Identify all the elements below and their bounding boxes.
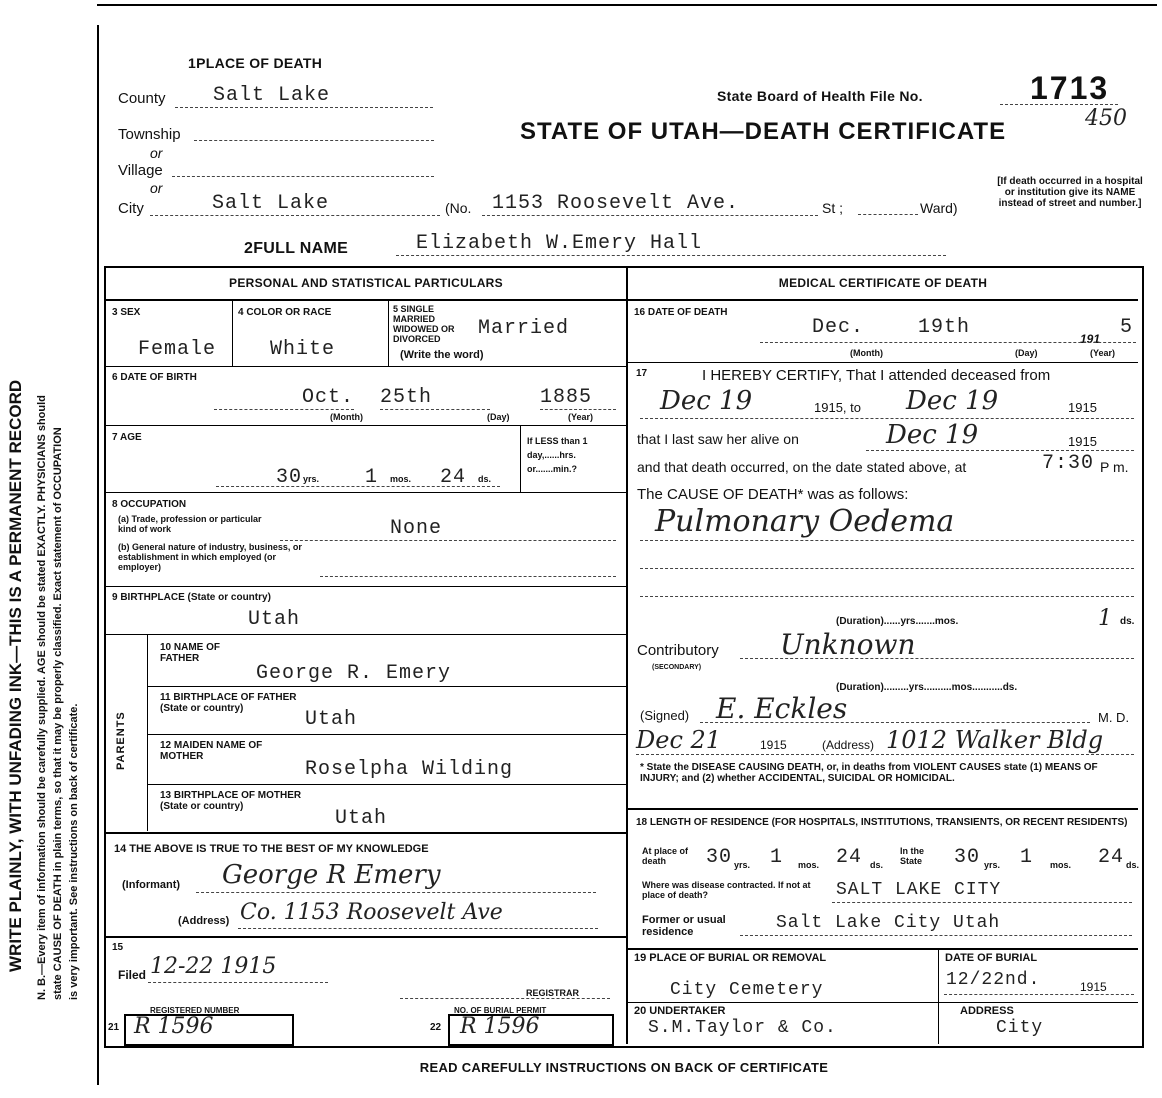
marital-label: 5 SINGLE MARRIED WIDOWED OR DIVORCED	[393, 304, 455, 344]
res-mos-label: mos.	[798, 860, 820, 870]
last-saw-line	[866, 450, 1134, 451]
personal-section-title: PERSONAL AND STATISTICAL PARTICULARS	[229, 276, 503, 290]
rule-father	[148, 686, 626, 687]
signed-address-line	[636, 754, 1134, 755]
mother-birthplace-label: 13 BIRTHPLACE OF MOTHER (State or country)	[160, 790, 302, 812]
signed-address-value: 1012 Walker Bldg	[886, 726, 1104, 754]
contracted-label: Where was disease contracted. If not at place of death?	[642, 880, 811, 900]
race-value: White	[270, 338, 336, 361]
race-divider	[388, 300, 389, 366]
burial-year: 1915	[1080, 980, 1107, 994]
age-line	[216, 486, 500, 487]
personal-title-rule	[106, 299, 626, 301]
contributory-value: Unknown	[780, 628, 916, 661]
duration-ds: ds.	[1120, 616, 1135, 627]
signed-address-label: (Address)	[822, 738, 875, 752]
dod-year-label: (Year)	[1090, 348, 1116, 358]
birthplace-value: Utah	[248, 608, 301, 631]
file-label: State Board of Health File No.	[717, 88, 923, 104]
informant-role: (Informant)	[122, 879, 181, 891]
attended-to: Dec 19	[906, 386, 999, 416]
state-ds: 24	[1098, 846, 1125, 869]
dob-year-label: (Year)	[568, 412, 594, 422]
undertaker-label: 20 UNDERTAKER	[634, 1005, 726, 1017]
place-of-death-heading: 1PLACE OF DEATH	[188, 55, 323, 71]
race-label: 4 COLOR OR RACE	[238, 307, 332, 318]
attended-line	[640, 418, 1134, 419]
dod-label: 16 DATE OF DEATH	[634, 307, 728, 318]
informant-address-label: (Address)	[178, 915, 230, 927]
reg-no-prefix: 21	[108, 1022, 120, 1033]
res-mos: 1	[770, 846, 784, 869]
permit-prefix: 22	[430, 1022, 442, 1033]
or-2: or	[150, 180, 163, 196]
filed-label: Filed	[118, 968, 147, 982]
res-ds-label: ds.	[870, 860, 884, 870]
signed-date: Dec 21	[636, 726, 722, 754]
permit-label: NO. OF BURIAL PERMIT	[454, 1006, 547, 1015]
cause-value: Pulmonary Oedema	[655, 504, 955, 539]
county-value: Salt Lake	[175, 84, 433, 108]
county-label: County	[118, 90, 166, 107]
rule-after-residence	[628, 948, 1138, 950]
duration-days: 1	[1098, 606, 1112, 631]
village-line	[172, 176, 434, 177]
left-border	[97, 25, 99, 1085]
township-line	[194, 140, 434, 141]
violent-footnote: * State the DISEASE CAUSING DEATH, or, in deaths from VIOLENT CAUSES state (1) MEANS OF INJURY; and (2) whether ACCIDENTAL, SUICIDAL OR HOMICIDAL.	[640, 762, 1098, 784]
burial-date-label: DATE OF BURIAL	[945, 952, 1038, 964]
burial-date-line	[944, 994, 1134, 995]
rule-after-birthplace	[106, 634, 626, 635]
state-mos-label: mos.	[1050, 860, 1072, 870]
no-label: (No.	[445, 200, 472, 216]
filed-number: 15	[112, 942, 124, 953]
res-yrs: 30	[706, 846, 733, 869]
rule-after-age	[106, 492, 626, 493]
dod-line	[760, 342, 1136, 343]
informant-signature: George R Emery	[222, 860, 441, 890]
former-value: Salt Lake City Utah	[776, 913, 1001, 933]
dod-year-prefix: 191	[1080, 332, 1101, 346]
rule-father-bp	[148, 734, 626, 735]
rule-after-occupation	[106, 586, 626, 587]
occupation-a: (a) Trade, profession or particular kind of work	[118, 514, 262, 534]
undertaker-address-value: City	[996, 1018, 1044, 1038]
rule-after-parents	[106, 832, 626, 834]
state-yrs: 30	[954, 846, 981, 869]
duration-label: (Duration)......yrs.......mos.	[836, 616, 959, 627]
state-mos: 1	[1020, 846, 1034, 869]
birthplace-label: 9 BIRTHPLACE (State or country)	[112, 592, 271, 603]
city-label: City	[118, 200, 144, 217]
cause-label: The CAUSE OF DEATH* was as follows:	[637, 486, 909, 503]
sex-label: 3 SEX	[112, 307, 141, 318]
dod-month: Dec.	[812, 316, 865, 339]
last-saw-year: 1915	[1068, 434, 1097, 449]
burial-label: 19 PLACE OF BURIAL OR REMOVAL	[634, 952, 827, 964]
cause-line-2	[640, 568, 1134, 569]
permit-value: R 1596	[460, 1014, 540, 1039]
rule-after-sex	[106, 366, 626, 367]
death-occurred-text: and that death occurred, on the date stated above, at	[637, 459, 967, 475]
rule-after-footnote	[628, 808, 1138, 810]
dob-month: Oct.	[214, 386, 354, 410]
attended-from: Dec 19	[660, 386, 753, 416]
medical-section-title: MEDICAL CERTIFICATE OF DEATH	[778, 276, 988, 290]
contracted-line	[832, 902, 1132, 903]
signed-year: 1915	[760, 738, 787, 752]
burial-divider	[938, 948, 939, 1044]
duration2-label: (Duration).........yrs..........mos...........ds.	[836, 682, 1018, 693]
side-main-text: WRITE PLAINLY, WITH UNFADING INK—THIS IS A PERMANENT RECORD	[6, 379, 25, 972]
md-label: M. D.	[1098, 710, 1130, 725]
parents-divider	[147, 635, 148, 831]
state-yrs-label: yrs.	[984, 860, 1001, 870]
father-birthplace-value: Utah	[305, 708, 358, 731]
ward-line	[858, 214, 918, 215]
occupation-line-a	[280, 540, 616, 541]
occupation-label: 8 OCCUPATION	[112, 499, 187, 510]
certify-text: I HEREBY CERTIFY, That I attended deceased from	[702, 367, 1051, 384]
footer-instructions: READ CAREFULLY INSTRUCTIONS ON BACK OF CERTIFICATE	[419, 1060, 829, 1075]
mother-name-value: Roselpha Wilding	[305, 758, 514, 781]
age-divider	[520, 426, 521, 492]
side-note-line2: state CAUSE OF DEATH in plain terms, so that it may be properly classified. Exact statement of OCCUPATION	[52, 427, 64, 1000]
age-mos-label: mos.	[390, 474, 412, 484]
city-value: Salt Lake	[150, 192, 440, 216]
father-name-label: 10 NAME OF FATHER	[160, 642, 221, 664]
last-saw-date: Dec 19	[886, 420, 979, 450]
full-name-value: Elizabeth W.Emery Hall	[396, 232, 946, 256]
contributory-line	[740, 658, 1134, 659]
in-state-label: In the State	[900, 846, 924, 866]
father-name-value: George R. Emery	[256, 662, 452, 685]
informant-label: 14 THE ABOVE IS TRUE TO THE BEST OF MY KNOWLEDGE	[114, 843, 429, 855]
to-label: 1915, to	[814, 400, 861, 415]
informant-address-line	[238, 928, 598, 929]
middle-divider	[626, 268, 628, 1044]
hospital-note: [If death occurred in a hospital or institution give its NAME instead of street and number.]	[997, 176, 1143, 209]
certificate-title: STATE OF UTAH—DEATH CERTIFICATE	[520, 118, 1007, 145]
mother-name-label: 12 MAIDEN NAME OF MOTHER	[160, 740, 263, 762]
side-margin	[0, 0, 90, 1098]
age-ds-label: ds.	[478, 474, 492, 484]
age-label: 7 AGE	[112, 432, 142, 443]
rule-after-dod	[628, 362, 1138, 363]
full-name-label: 2FULL NAME	[244, 240, 349, 257]
side-note-line1: N. B.—Every item of information should be carefully supplied. AGE should be stated EXACTLY. PHYSICIANS should	[36, 395, 48, 1000]
age-yrs-label: yrs.	[303, 474, 320, 484]
filed-value: 12-22 1915	[150, 954, 277, 979]
residence-label: 18 LENGTH OF RESIDENCE (FOR HOSPITALS, INSTITUTIONS, TRANSIENTS, OR RECENT RESIDENTS)	[636, 817, 1128, 828]
file-number: 1713	[1030, 70, 1110, 106]
age-less-label: If LESS than 1 day,......hrs. or.......min.?	[527, 436, 588, 474]
street-value: 1153 Roosevelt Ave.	[482, 192, 818, 216]
registered-number-label: REGISTERED NUMBER	[150, 1006, 240, 1015]
age-years: 30	[276, 466, 303, 489]
dob-day-label: (Day)	[487, 412, 510, 422]
medical-title-rule	[628, 299, 1138, 301]
contributory-label: Contributory	[637, 642, 719, 659]
undertaker-address-label: ADDRESS	[960, 1005, 1014, 1017]
death-time-suffix: P m.	[1100, 459, 1129, 475]
top-border	[97, 4, 1157, 6]
death-time: 7:30	[1042, 452, 1095, 475]
undertaker-value: S.M.Taylor & Co.	[648, 1018, 837, 1038]
age-months: 1	[365, 466, 379, 489]
dob-month-label: (Month)	[330, 412, 363, 422]
file-handwritten: 450	[1085, 106, 1127, 131]
township-label: Township	[118, 126, 181, 143]
registrar-line	[400, 998, 610, 999]
age-days: 24	[440, 466, 467, 489]
village-label: Village	[118, 162, 163, 179]
signed-value: E. Eckles	[716, 692, 848, 725]
former-line	[740, 935, 1132, 936]
contributory-sub: (SECONDARY)	[652, 664, 702, 671]
contracted-value: SALT LAKE CITY	[836, 880, 1002, 900]
rule-mother	[148, 784, 626, 785]
filed-line	[148, 982, 328, 983]
last-saw-text: that I last saw her alive on	[637, 431, 799, 447]
cert-number: 17	[636, 368, 648, 379]
sex-divider	[232, 300, 233, 366]
burial-date-value: 12/22nd.	[946, 970, 1041, 990]
dod-month-label: (Month)	[850, 348, 883, 358]
sex-value: Female	[138, 338, 217, 361]
informant-line	[196, 892, 596, 893]
father-birthplace-label: 11 BIRTHPLACE OF FATHER (State or country)	[160, 692, 297, 714]
mother-birthplace-value: Utah	[335, 807, 388, 830]
signed-label: (Signed)	[640, 708, 690, 723]
occupation-value: None	[390, 517, 443, 540]
attended-year: 1915	[1068, 400, 1097, 415]
state-ds-label: ds.	[1126, 860, 1140, 870]
dod-day-label: (Day)	[1015, 348, 1038, 358]
dod-year-suffix: 5	[1120, 316, 1134, 339]
ward-label: Ward)	[920, 200, 958, 216]
cause-line-1	[640, 540, 1134, 541]
rule-after-dob	[106, 425, 626, 426]
marital-value: Married	[478, 317, 570, 340]
dob-year: 1885	[540, 386, 616, 410]
marital-note: (Write the word)	[400, 349, 484, 361]
rule-before-undertaker	[628, 1002, 1138, 1003]
signed-line	[700, 722, 1090, 723]
occupation-line-b	[320, 576, 616, 577]
registered-number-value: R 1596	[134, 1014, 214, 1039]
res-ds: 24	[836, 846, 863, 869]
occupation-b: (b) General nature of industry, business, or establishment in which employed (or employer)	[118, 542, 302, 572]
st-label: St ;	[822, 200, 844, 216]
at-place-label: At place of death	[642, 846, 689, 866]
dod-day: 19th	[918, 316, 971, 339]
res-yrs-label: yrs.	[734, 860, 751, 870]
parents-label: PARENTS	[115, 711, 127, 770]
cause-line-3	[640, 596, 1134, 597]
dob-label: 6 DATE OF BIRTH	[112, 372, 197, 383]
side-note-line3: is very important. See instructions on back of certificate.	[68, 703, 80, 1000]
informant-address-value: Co. 1153 Roosevelt Ave	[240, 900, 503, 925]
burial-value: City Cemetery	[670, 980, 824, 1000]
dob-day: 25th	[380, 386, 490, 410]
rule-after-informant	[106, 936, 626, 938]
or-1: or	[150, 145, 163, 161]
former-label: Former or usual residence	[642, 914, 726, 938]
registrar-label: REGISTRAR	[526, 988, 580, 998]
